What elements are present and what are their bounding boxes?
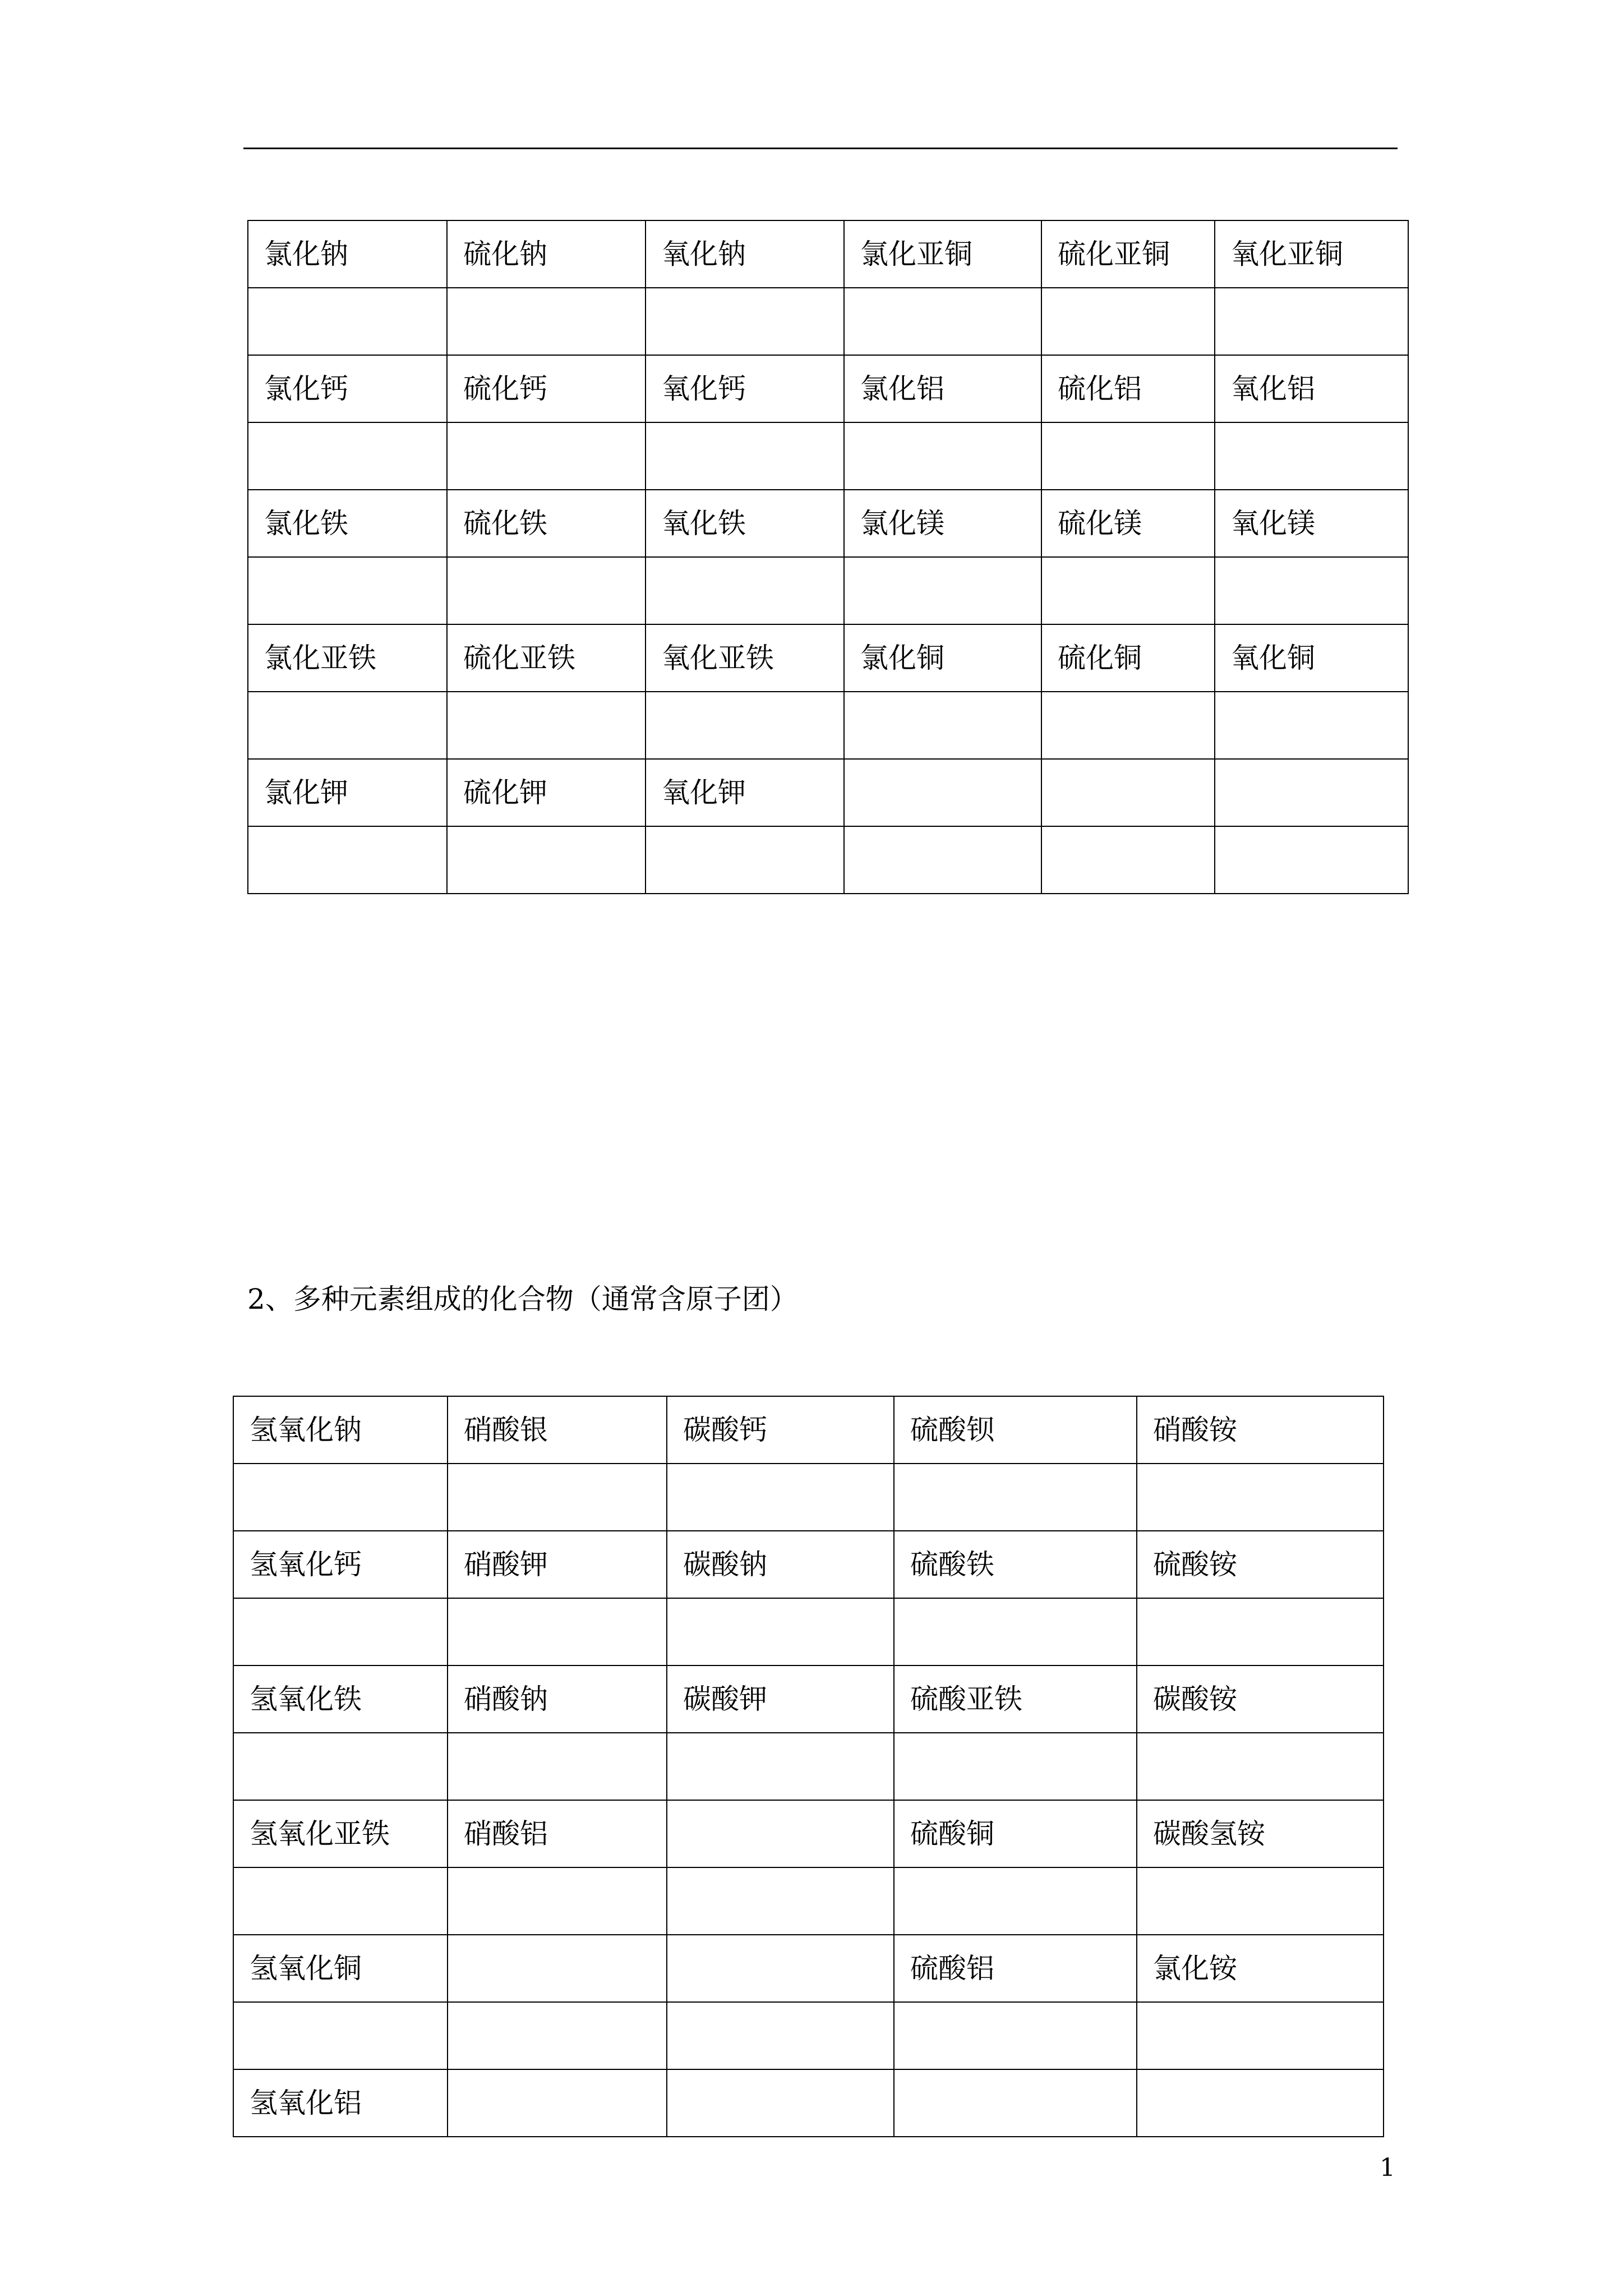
answer-cell[interactable] — [894, 1733, 1137, 1800]
answer-cell[interactable] — [233, 1464, 448, 1531]
compound-name-cell: 氧化镁 — [1215, 490, 1408, 557]
answer-cell[interactable] — [894, 1464, 1137, 1531]
compound-name-cell: 氧化钙 — [645, 355, 844, 422]
answer-cell[interactable] — [448, 1733, 667, 1800]
answer-cell[interactable] — [1041, 692, 1215, 759]
answer-cell[interactable] — [667, 1935, 894, 2002]
answer-cell[interactable] — [667, 1867, 894, 1935]
compound-name-cell: 氯化铵 — [1137, 1935, 1384, 2002]
answer-cell[interactable] — [1041, 288, 1215, 355]
compound-name-cell: 硫化铝 — [1041, 355, 1215, 422]
compound-name-cell: 碳酸钠 — [667, 1531, 894, 1598]
table-row — [248, 490, 1408, 557]
polyatomic-compounds-table — [233, 1396, 1384, 2137]
compound-name-cell: 氯化钙 — [248, 355, 447, 422]
answer-cell[interactable] — [844, 557, 1041, 624]
table-row — [248, 624, 1408, 692]
answer-cell[interactable] — [1215, 692, 1408, 759]
table-row — [233, 2069, 1384, 2137]
compound-name-cell: 硫酸铝 — [894, 1935, 1137, 2002]
answer-cell[interactable] — [1041, 826, 1215, 894]
table-row — [233, 1935, 1384, 2002]
compound-name-cell: 氧化钠 — [645, 220, 844, 288]
header-rule — [243, 148, 1398, 149]
page-number: 1 — [1380, 2154, 1395, 2182]
answer-cell[interactable] — [248, 692, 447, 759]
table-row — [233, 2002, 1384, 2069]
table-row — [248, 759, 1408, 826]
answer-cell[interactable] — [1137, 1733, 1384, 1800]
table-row — [233, 1396, 1384, 1464]
table-row — [248, 220, 1408, 288]
answer-cell[interactable] — [233, 1598, 448, 1665]
answer-cell[interactable] — [645, 692, 844, 759]
answer-cell[interactable] — [248, 557, 447, 624]
answer-cell[interactable] — [1215, 759, 1408, 826]
answer-cell[interactable] — [248, 422, 447, 490]
answer-cell[interactable] — [645, 422, 844, 490]
answer-cell[interactable] — [1041, 759, 1215, 826]
compound-name-cell: 氯化钾 — [248, 759, 447, 826]
compound-name-cell: 氧化亚铜 — [1215, 220, 1408, 288]
table-row — [233, 1665, 1384, 1733]
answer-cell[interactable] — [667, 1598, 894, 1665]
compound-name-cell: 硝酸铵 — [1137, 1396, 1384, 1464]
compound-name-cell: 氯化镁 — [844, 490, 1041, 557]
answer-cell[interactable] — [645, 557, 844, 624]
compound-name-cell: 硝酸银 — [448, 1396, 667, 1464]
compound-name-cell: 硝酸铝 — [448, 1800, 667, 1867]
table-row — [233, 1598, 1384, 1665]
compound-name-cell: 氧化铁 — [645, 490, 844, 557]
compound-name-cell: 氢氧化铜 — [233, 1935, 448, 2002]
answer-cell[interactable] — [667, 2002, 894, 2069]
answer-cell[interactable] — [448, 1935, 667, 2002]
answer-cell[interactable] — [844, 422, 1041, 490]
compound-name-cell: 硫化亚铜 — [1041, 220, 1215, 288]
compound-name-cell: 碳酸氢铵 — [1137, 1800, 1384, 1867]
compound-name-cell: 硫酸铁 — [894, 1531, 1137, 1598]
compound-name-cell: 氧化亚铁 — [645, 624, 844, 692]
answer-cell[interactable] — [844, 826, 1041, 894]
table-row — [233, 1464, 1384, 1531]
table-row — [233, 1733, 1384, 1800]
answer-cell[interactable] — [894, 1867, 1137, 1935]
answer-cell[interactable] — [1215, 826, 1408, 894]
answer-cell[interactable] — [667, 1733, 894, 1800]
answer-cell[interactable] — [667, 1800, 894, 1867]
answer-cell[interactable] — [844, 288, 1041, 355]
answer-cell[interactable] — [447, 422, 645, 490]
binary-compounds-table — [247, 220, 1409, 894]
compound-name-cell: 氧化铜 — [1215, 624, 1408, 692]
compound-name-cell: 硫化钾 — [447, 759, 645, 826]
compound-name-cell: 氢氧化钠 — [233, 1396, 448, 1464]
answer-cell[interactable] — [1137, 2069, 1384, 2137]
compound-name-cell: 硫酸亚铁 — [894, 1665, 1137, 1733]
answer-cell[interactable] — [645, 288, 844, 355]
answer-cell[interactable] — [1137, 2002, 1384, 2069]
compound-name-cell: 氢氧化铁 — [233, 1665, 448, 1733]
answer-cell[interactable] — [248, 288, 447, 355]
table-row — [248, 692, 1408, 759]
compound-name-cell: 氯化铜 — [844, 624, 1041, 692]
compound-name-cell: 硫化亚铁 — [447, 624, 645, 692]
answer-cell[interactable] — [447, 826, 645, 894]
answer-cell[interactable] — [448, 1464, 667, 1531]
compound-name-cell: 硫化镁 — [1041, 490, 1215, 557]
answer-cell[interactable] — [1137, 1867, 1384, 1935]
answer-cell[interactable] — [233, 1733, 448, 1800]
table-row — [248, 355, 1408, 422]
answer-cell[interactable] — [447, 692, 645, 759]
compound-name-cell: 硫酸铵 — [1137, 1531, 1384, 1598]
answer-cell[interactable] — [645, 826, 844, 894]
table-row — [233, 1531, 1384, 1598]
answer-cell[interactable] — [447, 288, 645, 355]
compound-name-cell: 硫酸钡 — [894, 1396, 1137, 1464]
answer-cell[interactable] — [844, 692, 1041, 759]
section-heading: 2、多种元素组成的化合物（通常含原子团） — [247, 1283, 798, 1315]
answer-cell[interactable] — [233, 1867, 448, 1935]
answer-cell[interactable] — [1137, 1464, 1384, 1531]
answer-cell[interactable] — [667, 2069, 894, 2137]
compound-name-cell: 硫化钙 — [447, 355, 645, 422]
answer-cell[interactable] — [894, 2069, 1137, 2137]
answer-cell[interactable] — [667, 1464, 894, 1531]
compound-name-cell: 氢氧化亚铁 — [233, 1800, 448, 1867]
compound-name-cell: 硝酸钾 — [448, 1531, 667, 1598]
compound-name-cell: 硫化铜 — [1041, 624, 1215, 692]
compound-name-cell: 氯化亚铜 — [844, 220, 1041, 288]
compound-name-cell: 氢氧化铝 — [233, 2069, 448, 2137]
compound-name-cell: 氧化钾 — [645, 759, 844, 826]
compound-name-cell: 硝酸钠 — [448, 1665, 667, 1733]
table-row — [248, 422, 1408, 490]
table-row — [248, 826, 1408, 894]
table-row — [233, 1800, 1384, 1867]
table-row — [248, 557, 1408, 624]
answer-cell[interactable] — [1215, 557, 1408, 624]
answer-cell[interactable] — [448, 2002, 667, 2069]
answer-cell[interactable] — [233, 2002, 448, 2069]
compound-name-cell: 碳酸钾 — [667, 1665, 894, 1733]
compound-name-cell: 碳酸钙 — [667, 1396, 894, 1464]
compound-name-cell: 氧化铝 — [1215, 355, 1408, 422]
compound-name-cell: 氯化亚铁 — [248, 624, 447, 692]
compound-name-cell: 氯化铝 — [844, 355, 1041, 422]
answer-cell[interactable] — [447, 557, 645, 624]
compound-name-cell: 硫化铁 — [447, 490, 645, 557]
compound-name-cell: 碳酸铵 — [1137, 1665, 1384, 1733]
answer-cell[interactable] — [894, 2002, 1137, 2069]
compound-name-cell: 氯化铁 — [248, 490, 447, 557]
answer-cell[interactable] — [844, 759, 1041, 826]
compound-name-cell: 硫化钠 — [447, 220, 645, 288]
table-row — [233, 1867, 1384, 1935]
answer-cell[interactable] — [1215, 422, 1408, 490]
answer-cell[interactable] — [894, 1598, 1137, 1665]
answer-cell[interactable] — [1041, 557, 1215, 624]
compound-name-cell: 硫酸铜 — [894, 1800, 1137, 1867]
compound-name-cell: 氢氧化钙 — [233, 1531, 448, 1598]
answer-cell[interactable] — [1041, 422, 1215, 490]
answer-cell[interactable] — [448, 1598, 667, 1665]
compound-name-cell: 氯化钠 — [248, 220, 447, 288]
answer-cell[interactable] — [1137, 1598, 1384, 1665]
answer-cell[interactable] — [248, 826, 447, 894]
answer-cell[interactable] — [448, 1867, 667, 1935]
table-row — [248, 288, 1408, 355]
answer-cell[interactable] — [448, 2069, 667, 2137]
answer-cell[interactable] — [1215, 288, 1408, 355]
